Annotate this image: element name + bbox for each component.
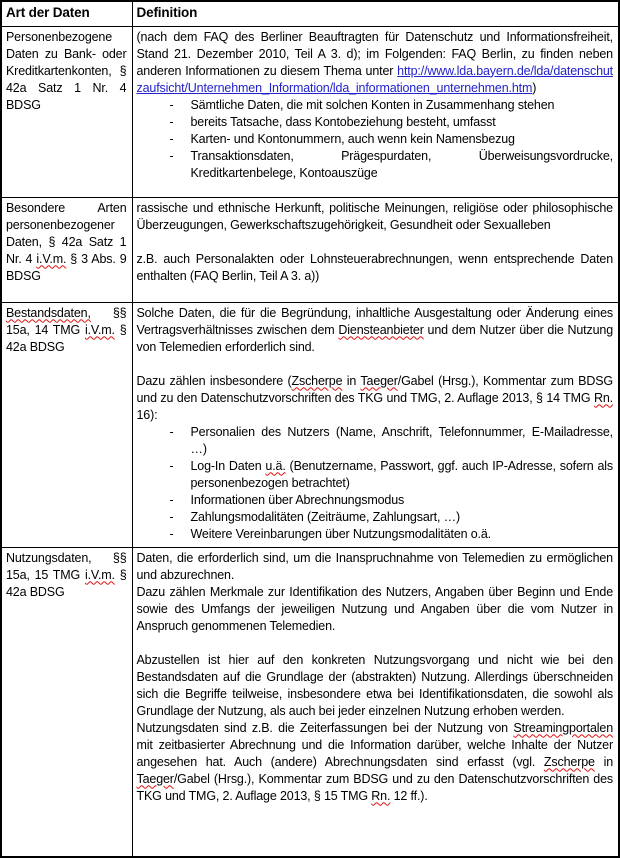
paragraph [6,550,127,601]
paragraph [6,29,127,114]
bullet-item [137,114,614,131]
text-segment: Informationen über Abrechnungsmodus [190,492,405,507]
text-segment: § 3 Abs. 9 BDSG [6,251,127,283]
text-segment: § 42a BDSG [6,322,127,354]
text-segment: Log-In Daten [190,458,266,473]
text-segment: /Gabel (Hrsg.), Kommentar zum BDSG und zu den Datenschutzvorschriften des TKG und TMG, 2. Auflage 2013, § 14 TMG [136,373,613,405]
text-segment: Daten, die erforderlich sind, um die Inanspruchnahme von Telemedien zu ermöglichen und abzurechnen. [136,550,613,582]
definition-cell [132,26,619,197]
definition-cell [132,547,619,857]
paragraph [137,720,614,805]
text-segment: (Benutzername, Passwort, ggf. auch IP-Adresse, sofern als personenbezogen betrachtet) [190,458,613,490]
col-header-art-der-daten: Art der Daten [1,1,132,26]
text-segment: Personenbezogene Daten zu Bank- oder Kreditkartenkonten, § 42a Satz 1 Nr. 4 BDSG [6,29,127,112]
text-segment: §§ 15a, 14 TMG [6,305,127,337]
text-segment: in [594,754,613,769]
table-row [1,197,619,302]
misspelled-word: Zscherpe [291,373,343,388]
blank-line [137,356,614,373]
text-segment: Nutzungsdaten, §§ 15a, 15 TMG [6,550,127,582]
bullet-dash-icon: - [169,114,174,129]
hyperlink[interactable]: http://www.lda.bayern.de/lda/datenschutzaufsicht/Unternehmen_Information/lda_informationen_unternehmen.htm [136,63,613,95]
bullet-dash-icon: - [169,131,174,146]
misspelled-word: Rn. [371,788,391,803]
misspelled-word: Diensteanbieter [338,322,424,337]
col-header-definition: Definition [132,1,619,26]
bullet-dash-icon: - [169,526,174,541]
text-segment: Dazu zählen insbesondere ( [136,373,292,388]
paragraph [6,305,127,356]
text-segment: Solche Daten, die für die Begründung, inhaltliche Ausgestaltung oder Änderung eines Vertragsverhältnisses zwischen dem [136,305,613,337]
art-der-daten-cell [1,197,132,302]
text-segment: Besondere Arten personenbezogener Daten, § 42a Satz 1 Nr. 4 [6,200,127,266]
text-segment: /Gabel (Hrsg.), Kommentar zum BDSG und zu den Datenschutzvorschriften des TKG und TMG, 2. Auflage 2013, § 15 TMG [136,771,613,803]
text-segment: Weitere Vereinbarungen über Nutzungsmodalitäten o.ä. [190,526,492,541]
text-segment: bereits Tatsache, dass Kontobeziehung besteht, umfasst [190,114,496,129]
text-segment: 16): [136,407,158,422]
text-segment: Abzustellen ist hier auf den konkreten Nutzungsvorgang und nicht wie bei den Bestandsdaten auf die Grundlage der (abstrakten) Nutzung. Allerdings überschneiden sich die Begriffe teilweise, insbesondere etwa bei Identifikationsdaten, die sowohl als Grundlage der Nutzung, als auch bei jeder einzelnen Nutzung erhoben werden. [136,652,613,718]
text-segment: § 42a BDSG [6,567,127,599]
paragraph [137,652,614,720]
misspelled-word: u.ä. [265,458,286,473]
text-segment: Zahlungsmodalitäten (Zeiträume, Zahlungsart, …) [190,509,460,524]
paragraph [6,200,127,285]
paragraph [137,305,614,356]
misspelled-word: Rn. [593,390,613,405]
misspelled-word: Taeger [360,373,398,388]
paragraph [137,584,614,635]
text-segment: Nutzungsdaten sind z.B. die Zeiterfassungen bei der Nutzung von [136,720,514,735]
misspelled-word: Taeger [136,771,174,786]
text-segment: rassische und ethnische Herkunft, politische Meinungen, religiöse oder philosophische Überzeugungen, Gewerkschaftszugehörigkeit, Gesundheit oder Sexualleben [136,200,613,232]
misspelled-word: Streamingportalen [513,720,613,735]
bullet-dash-icon: - [169,509,174,524]
bullet-dash-icon: - [169,148,174,163]
paragraph [137,29,614,97]
misspelled-word: i.V.m. [36,251,67,266]
text-segment: mit zeitbasierter Abrechnung und die Information darüber, welche Inhalte der Nutzer angesehen hat. Auch (andere) Abrechnungsdaten sind erfasst (vgl. [136,737,613,769]
text-segment: (nach dem FAQ des Berliner Beauftragten für Datenschutz und Informationsfreiheit, Stand 21. Dezember 2010, Teil A 3. d); im Folgenden: FAQ Berlin, zu finden neben anderen Informationen zu diesem Thema unter [136,29,613,78]
bullet-item [137,148,614,182]
bullet-item [137,492,614,509]
bullet-dash-icon: - [169,424,174,439]
bullet-item [137,509,614,526]
bullet-dash-icon: - [169,97,174,112]
misspelled-word: i.V.m. [84,567,115,582]
table-row [1,547,619,857]
misspelled-word: i.V.m. [84,322,115,337]
misspelled-word: Zscherpe [543,754,595,769]
paragraph [137,550,614,584]
text-segment: ) [532,80,537,95]
paragraph [137,251,614,285]
blank-line [137,234,614,251]
table-body [1,26,619,857]
art-der-daten-cell [1,302,132,547]
bullet-dash-icon: - [169,458,174,473]
bullet-item [137,458,614,492]
text-segment: z.B. auch Personalakten oder Lohnsteuerabrechnungen, wenn entsprechende Daten enthalten (FAQ Berlin, Teil A 3. a)) [136,251,613,283]
text-segment: Sämtliche Daten, die mit solchen Konten in Zusammenhang stehen [190,97,555,112]
header-row [1,1,619,26]
blank-line [137,635,614,652]
text-segment: in [342,373,361,388]
art-der-daten-cell [1,26,132,197]
bullet-item [137,526,614,543]
art-der-daten-cell [1,547,132,857]
table-row [1,26,619,197]
text-segment: Dazu zählen Merkmale zur Identifikation des Nutzers, Angaben über Beginn und Ende sowie des Umfangs der jeweiligen Nutzung und Angaben über die vom Nutzer in Anspruch genommenen Telemedien. [136,584,613,633]
bullet-item [137,424,614,458]
text-segment: Personalien des Nutzers (Name, Anschrift, Telefonnummer, E-Mailadresse, …) [190,424,613,456]
text-segment: Karten- und Kontonummern, auch wenn kein Namensbezug [190,131,515,146]
text-segment: Transaktionsdaten, Prägespurdaten, Überweisungsvordrucke, Kreditkartenbelege, Kontoauszüge [190,148,613,180]
paragraph [137,200,614,234]
definition-cell [132,197,619,302]
definition-cell [132,302,619,547]
bullet-item [137,97,614,114]
paragraph [137,373,614,424]
bullet-dash-icon: - [169,492,174,507]
bullet-item [137,131,614,148]
table-row [1,302,619,547]
text-segment: 12 ff.). [390,788,428,803]
misspelled-word: Bestandsdaten, [6,305,91,320]
text-segment: und dem Nutzer über die Nutzung von Telemedien erforderlich sind. [136,322,613,354]
